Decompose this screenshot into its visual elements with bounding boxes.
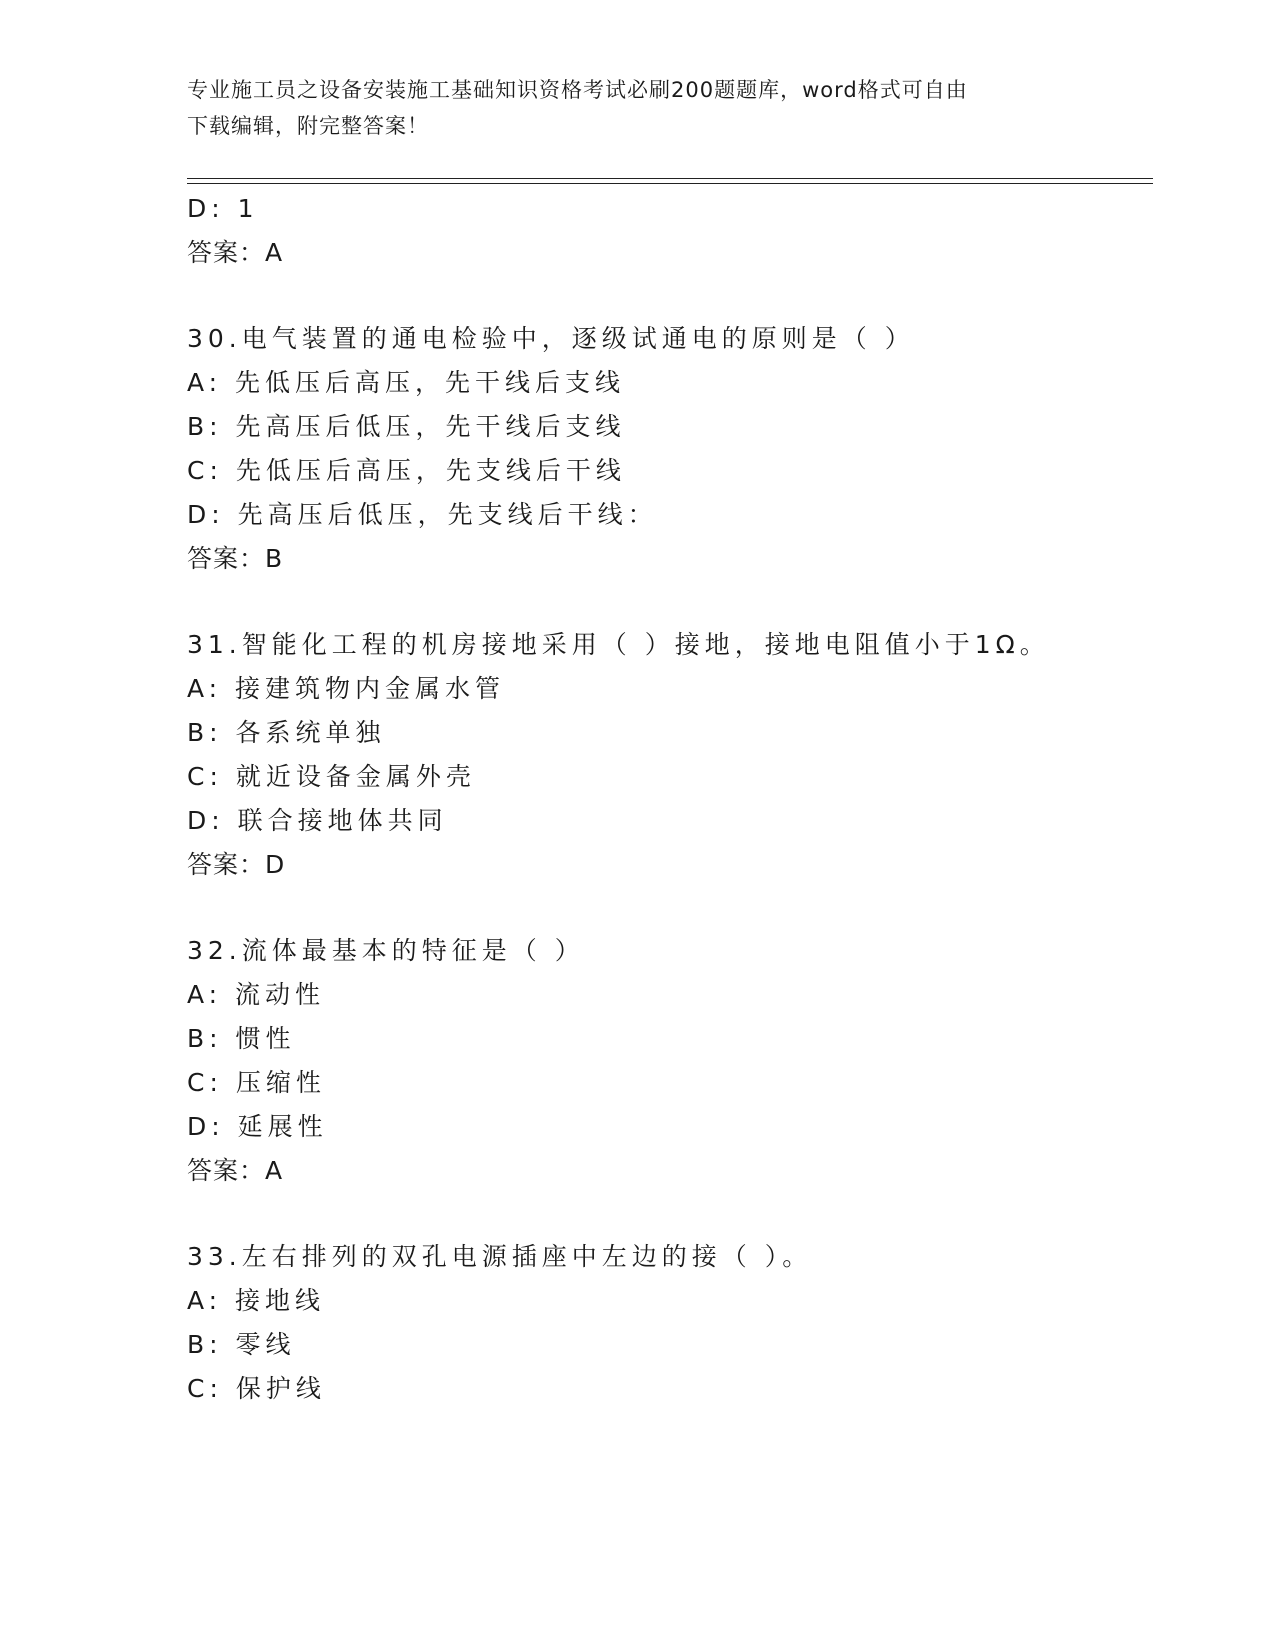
- option-d: D: 先高压后低压，先支线后干线：: [187, 500, 658, 529]
- option-a: A: 流动性: [187, 980, 326, 1009]
- header-rule-top: [187, 178, 1153, 179]
- option-c: C: 先低压后高压，先支线后干线: [187, 456, 626, 485]
- option-b: B: 各系统单独: [187, 718, 386, 747]
- option-b: B: 先高压后低压，先干线后支线: [187, 412, 626, 441]
- option-c: C: 保护线: [187, 1374, 326, 1403]
- option-a: A: 接建筑物内金属水管: [187, 674, 506, 703]
- option-a: A: 接地线: [187, 1286, 326, 1315]
- header-rule-bottom: [187, 183, 1153, 184]
- option-c: C: 压缩性: [187, 1068, 326, 1097]
- option-d: D: 联合接地体共同: [187, 806, 448, 835]
- document-header: [187, 72, 1067, 144]
- question-stem: 32.流体最基本的特征是（ ）: [187, 936, 585, 965]
- option-d: D: 1: [187, 194, 259, 223]
- header-line-2: 下载编辑，附完整答案！: [187, 114, 429, 138]
- answer: 答案：A: [187, 238, 284, 267]
- option-c: C: 就近设备金属外壳: [187, 762, 476, 791]
- question-stem: 33.左右排列的双孔电源插座中左边的接（ ）。: [187, 1242, 813, 1271]
- answer: 答案：D: [187, 850, 286, 879]
- answer: 答案：B: [187, 544, 284, 573]
- question-stem: 31.智能化工程的机房接地采用（ ）接地，接地电阻值小于1Ω。: [187, 630, 1050, 659]
- option-b: B: 零线: [187, 1330, 296, 1359]
- option-b: B: 惯性: [187, 1024, 296, 1053]
- option-a: A: 先低压后高压，先干线后支线: [187, 368, 626, 397]
- answer: 答案：A: [187, 1156, 284, 1185]
- option-d: D: 延展性: [187, 1112, 328, 1141]
- question-stem: 30.电气装置的通电检验中，逐级试通电的原则是（ ）: [187, 324, 915, 353]
- header-line-1: 专业施工员之设备安装施工基础知识资格考试必刷200题题库，word格式可自由: [187, 78, 968, 102]
